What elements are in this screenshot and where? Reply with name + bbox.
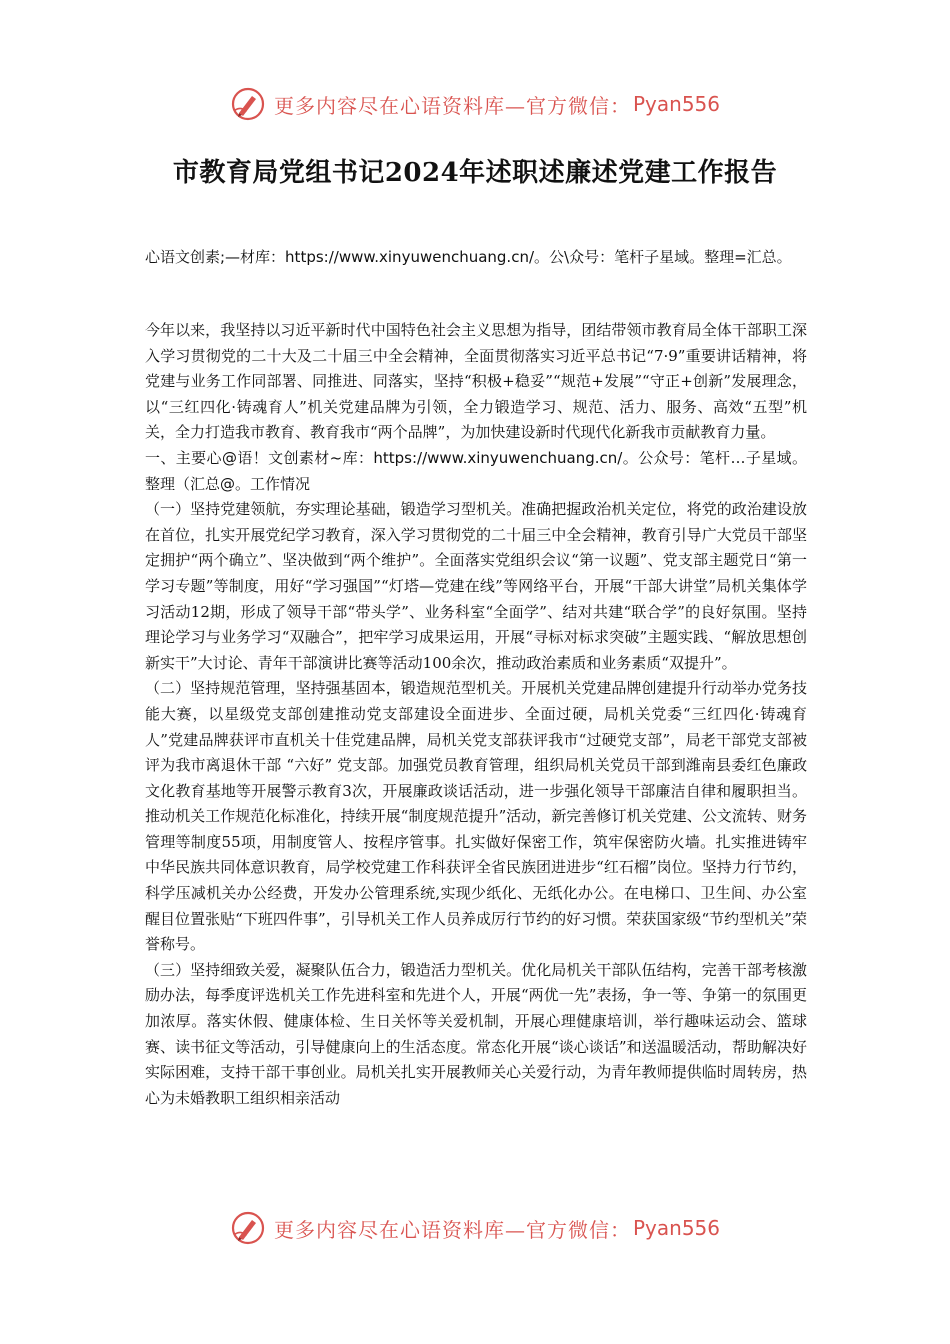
opening-paragraph: 今年以来，我坚持以习近平新时代中国特色社会主义思想为指导，团结带领市教育局全体干部职工深入学习贯彻党的二十大及二十届三中全会精神，全面贯彻落实习近平总书记“7·9”重要讲话精神，将党建与业务工作同部署、同推进、同落实，坚持“积极+稳妥”“规范+发展”“守正+创新”发展理念，以“三红四化·铸魂育人”机关党建品牌为引领，全力锻造学习、规范、活力、服务、高效“五型”机关，全力打造我市教育、教育我市“两个品牌”，为加快建设新时代现代化新我市贡献教育力量。 (145, 321, 807, 442)
pen-logo-icon (230, 86, 266, 122)
document-title: 市教育局党组书记2024年述职述廉述党建工作报告 (172, 158, 778, 188)
pen-logo-icon (230, 1210, 266, 1246)
banner-text: 更多内容尽在心语资料库—官方微信： (273, 1217, 631, 1242)
banner-handle: Pyan556 (632, 92, 720, 116)
footer-banner (0, 1206, 950, 1250)
paragraph-learning: （一）坚持党建领航，夯实理论基础，锻造学习型机关。准确把握政治机关定位，将党的政治建设放在首位，扎实开展党纪学习教育，深入学习贯彻党的二十届三中全会精神，教育引导广大党员干部坚定拥护“两个确立”、坚决做到“两个维护”。全面落实党组织会议“第一议题”、党支部主题党日“第一学习专题”等制度，用好“学习强国”“灯塔—党建在线”等网络平台，开展“干部大讲堂”局机关集体学习活动12期，形成了领导干部“带头学”、业务科室“全面学”、结对共建“联合学”的良好氛围。坚持理论学习与业务学习“双融合”，把牢学习成果运用，开展“寻标对标求突破”主题实践、“解放思想创新实干”大讨论、青年干部演讲比赛等活动100余次，推动政治素质和业务素质“双提升”。 (145, 500, 807, 672)
paragraph-standard: （二）坚持规范管理，坚持强基固本，锻造规范型机关。开展机关党建品牌创建提升行动举办党务技能大赛，以星级党支部创建推动党支部建设全面进步、全面过硬，局机关党委“三红四化·铸魂育人”党建品牌获评市直机关十佳党建品牌，局机关党支部获评我市“过硬党支部”，局老干部党支部被评为我市离退休干部 “六好” 党支部。加强党员教育管理，组织局机关党员干部到潍南县委红色廉政文化教育基地等开展警示教育3次，开展廉政谈话活动，进一步强化领导干部廉洁自律和履职担当。推动机关工作规范化标准化，持续开展“制度规范提升”活动，新完善修订机关党建、公文流转、财务管理等制度55项，用制度管人、按程序管事。扎实做好保密工作，筑牢保密防火墙。扎实推进铸牢中华民族共同体意识教育，局学校党建工作科获评全省民族团进进步“红石榴”岗位。坚持力行节约，科学压减机关办公经费，开发办公管理系统,实现少纸化、无纸化办公。在电梯口、卫生间、办公室醒目位置张贴“下班四件事”，引导机关工作人员养成厉行节约的好习惯。荣获国家级“节约型机关”荣誉称号。 (145, 679, 807, 954)
document-body (145, 318, 807, 1111)
source-note: 心语文创素;—材库：https://www.xinyuwenchuang.cn/。公\众号：笔杆子星域。整理=汇总。 (145, 248, 792, 266)
header-banner (0, 82, 950, 126)
section-heading: 一、主要心@语！文创素材~库：https://www.xinyuwenchuang.cn/。公众号：笔杆…子星域。整理（汇总@。工作情况 (145, 448, 807, 493)
paragraph-vitality: （三）坚持细致关爱，凝聚队伍合力，锻造活力型机关。优化局机关干部队伍结构，完善干部考核激励办法，每季度评选机关工作先进科室和先进个人，开展“两优一先”表扬，争一等、争第一的氛围更加浓厚。落实休假、健康体检、生日关怀等关爱机制，开展心理健康培训，举行趣味运动会、篮球赛、读书征文等活动，引导健康向上的生活态度。常态化开展“谈心谈话”和送温暖活动，帮助解决好实际困难，支持干部干事创业。局机关扎实开展教师关心关爱行动，为青年教师提供临时周转房，热心为未婚教职工组织相亲活动 (145, 960, 807, 1107)
banner-text: 更多内容尽在心语资料库—官方微信： (273, 93, 631, 118)
banner-handle: Pyan556 (632, 1216, 720, 1240)
